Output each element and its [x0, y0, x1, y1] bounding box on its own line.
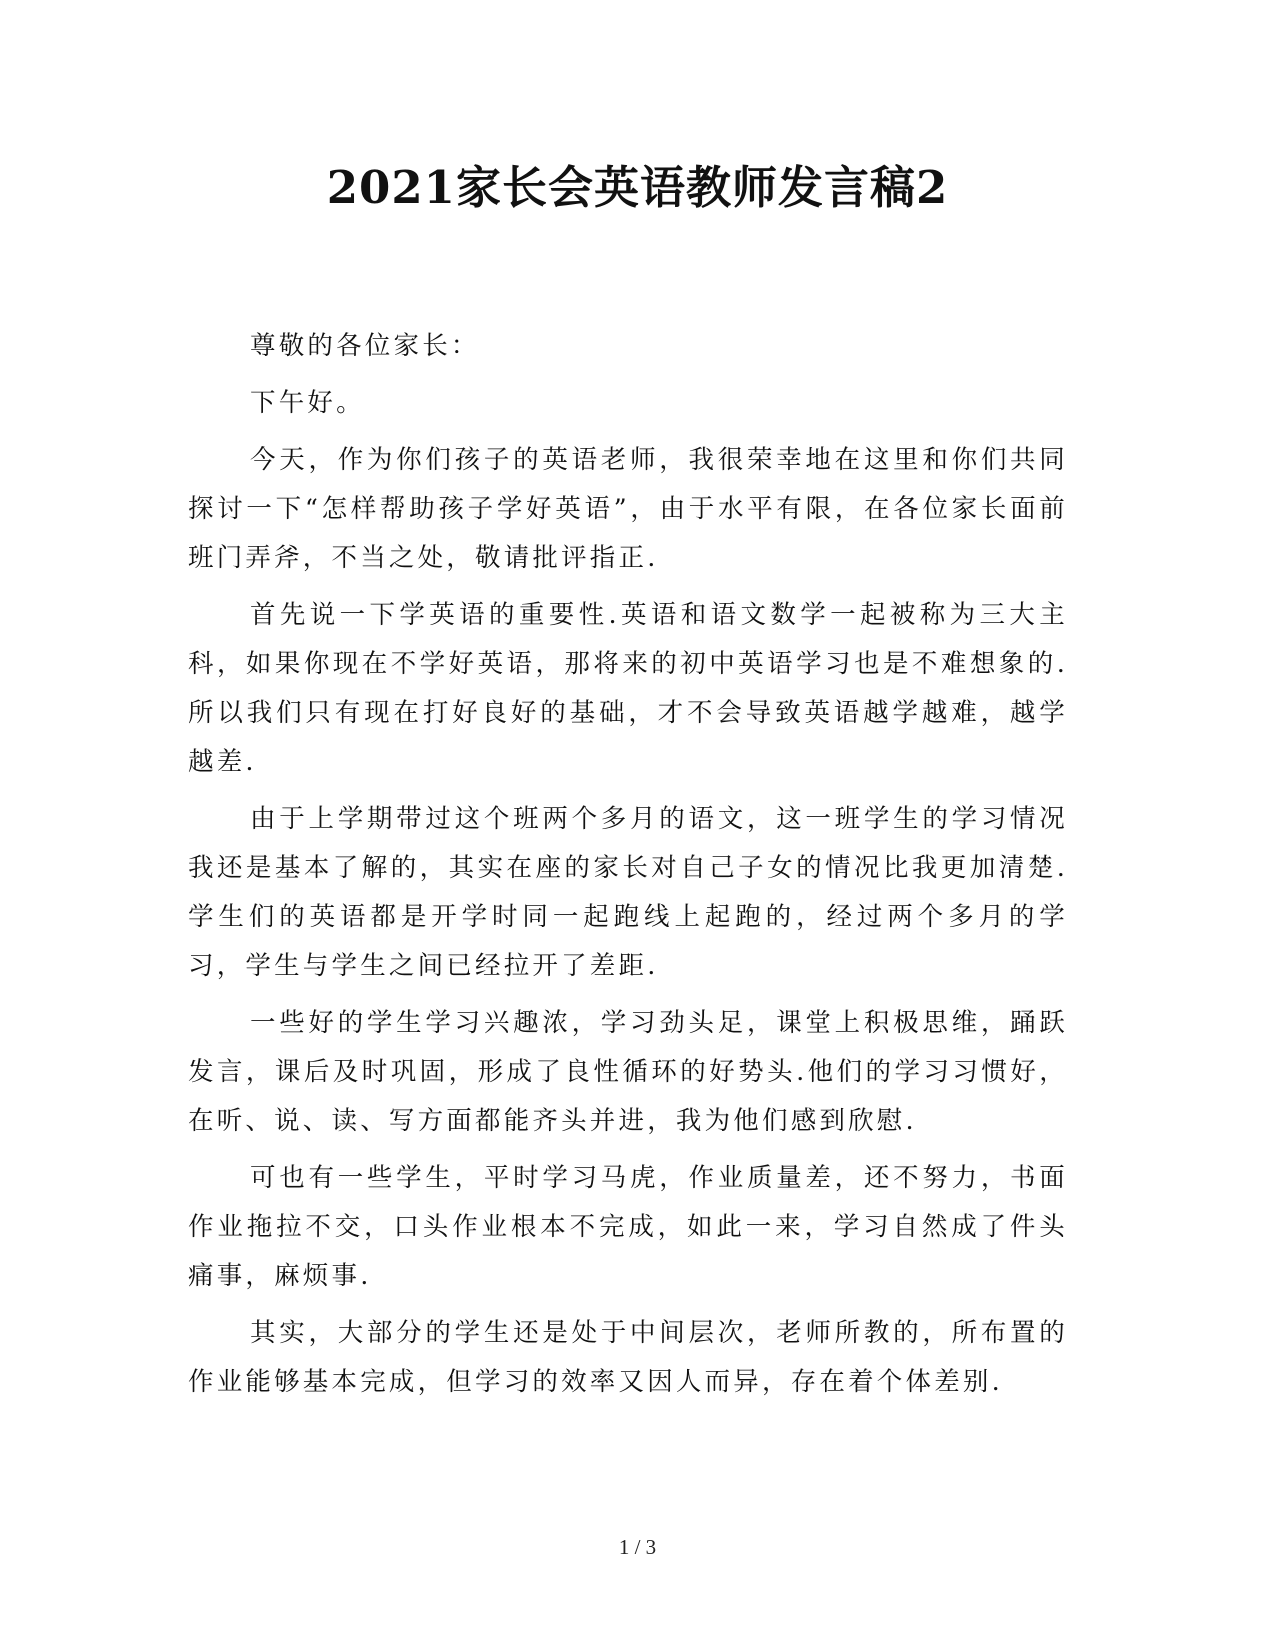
paragraph-importance: 首先说一下学英语的重要性.英语和语文数学一起被称为三大主科，如果你现在不学好英语，那将来的初中英语学习也是不难想象的.所以我们只有现在打好良好的基础，才不会导致英语越学越难，越学越差.	[188, 600, 1068, 777]
document-body	[188, 322, 1068, 1415]
page-number: 1 / 3	[618, 1535, 657, 1559]
paragraph-salutation: 尊敬的各位家长：	[250, 331, 480, 361]
paragraph-class-situation: 由于上学期带过这个班两个多月的语文，这一班学生的学习情况我还是基本了解的，其实在座的家长对自己子女的情况比我更加清楚.学生们的英语都是开学时同一起跑线上起跑的，经过两个多月的学习，学生与学生之间已经拉开了差距.	[188, 804, 1068, 981]
paragraph-introduction: 今天，作为你们孩子的英语老师，我很荣幸地在这里和你们共同探讨一下“怎样帮助孩子学好英语”，由于水平有限，在各位家长面前班门弄斧，不当之处，敬请批评指正.	[188, 445, 1068, 573]
paragraph-greeting: 下午好。	[250, 388, 365, 418]
paragraph-weak-students: 可也有一些学生，平时学习马虎，作业质量差，还不努力，书面作业拖拉不交，口头作业根本不完成，如此一来，学习自然成了件头痛事，麻烦事.	[188, 1163, 1068, 1291]
document-title: 2021家长会英语教师发言稿2	[326, 161, 949, 214]
paragraph-good-students: 一些好的学生学习兴趣浓，学习劲头足，课堂上积极思维，踊跃发言，课后及时巩固，形成了良性循环的好势头.他们的学习习惯好，在听、说、读、写方面都能齐头并进，我为他们感到欣慰.	[188, 1008, 1068, 1136]
paragraph-middle-students: 其实，大部分的学生还是处于中间层次，老师所教的，所布置的作业能够基本完成，但学习的效率又因人而异，存在着个体差别.	[188, 1318, 1068, 1397]
